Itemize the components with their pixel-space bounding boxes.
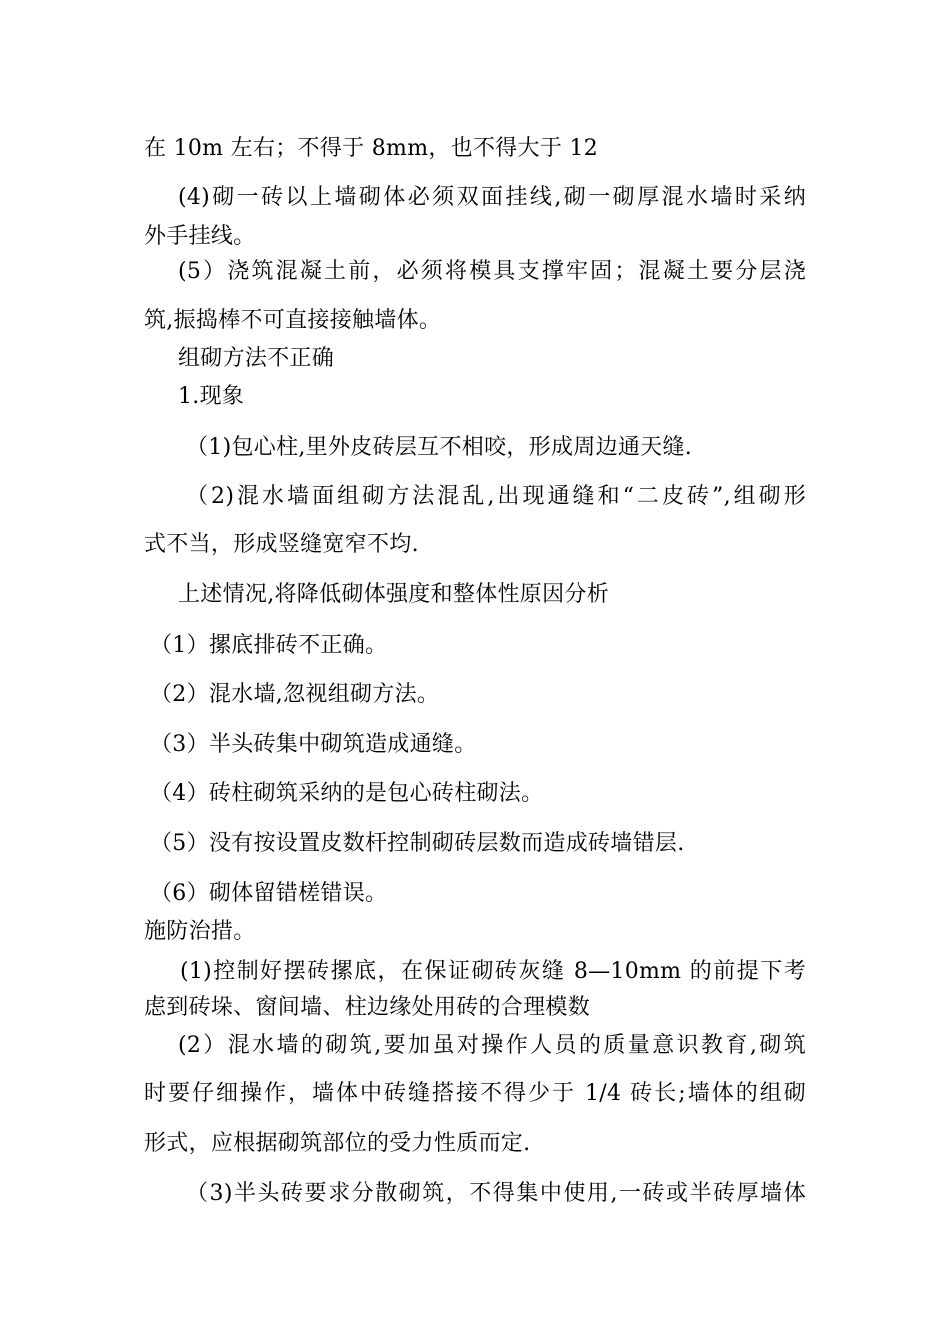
cause-item-3: （3）半头砖集中砌筑造成通缝。: [150, 732, 477, 757]
text-line-3: 外手挂线。: [144, 224, 256, 249]
measure-line-2: 虑到砖垛、窗间墙、柱边缘处用砖的合理模数: [144, 995, 591, 1020]
text-line-1: 在 10m 左右；不得于 8mm，也不得大于 12: [144, 136, 599, 161]
text-line-4: (5）浇筑混凝土前，必须将模具支撑牢固；混凝土要分层浇: [178, 259, 806, 284]
cause-item-1: （1）摞底排砖不正确。: [150, 633, 388, 658]
measure-line-5: 形式，应根据砌筑部位的受力性质而定.: [144, 1131, 531, 1156]
cause-item-2: （2）混水墙,忽视组砌方法。: [150, 682, 440, 707]
section-heading-measures: 施防治措。: [144, 919, 256, 944]
measure-line-6: （3)半头砖要求分散砌筑，不得集中使用,一砖或半砖厚墙体: [186, 1181, 806, 1206]
measure-line-1: (1)控制好摆砖摞底，在保证砌砖灰缝 8—10mm 的前提下考: [180, 959, 806, 984]
subheading-phenomenon: 1.现象: [178, 384, 245, 409]
section-heading-wrong-method: 组砌方法不正确: [178, 346, 335, 371]
text-line-9: （2)混水墙面组砌方法混乱,出现通缝和“二皮砖”,组砌形: [186, 484, 806, 509]
text-line-10: 式不当，形成竖缝宽窄不均.: [144, 532, 419, 557]
text-line-8: （1)包心柱,里外皮砖层互不相咬，形成周边通天缝.: [186, 435, 693, 460]
text-line-2: (4)砌一砖以上墙砌体必须双面挂线,砌一砌厚混水墙时采纳: [178, 185, 806, 210]
measure-line-3: (2）混水墙的砌筑,要加虽对操作人员的质量意识教育,砌筑: [178, 1033, 806, 1058]
measure-line-4: 时要仔细操作，墙体中砖缝搭接不得少于 1/4 砖长;墙体的组砌: [144, 1081, 806, 1106]
text-line-11: 上述情况,将降低砌体强度和整体性原因分析: [178, 582, 609, 607]
cause-item-5: （5）没有按设置皮数杆控制砌砖层数而造成砖墙错层.: [150, 831, 685, 856]
cause-item-4: （4）砖柱砌筑采纳的是包心砖柱砌法。: [150, 781, 544, 806]
text-line-5: 筑,振捣棒不可直接接触墙体。: [144, 308, 442, 333]
cause-item-6: （6）砌体留错槎错误。: [150, 881, 388, 906]
